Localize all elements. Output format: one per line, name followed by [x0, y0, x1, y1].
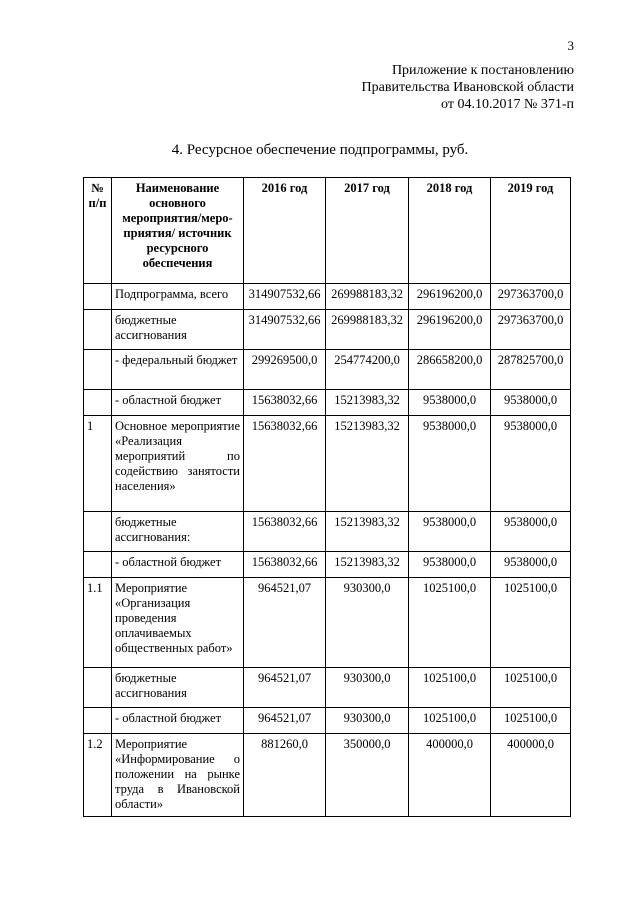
row-2016: 15638032,66 — [244, 390, 326, 416]
resource-table — [83, 177, 571, 817]
row-2018: 1025100,0 — [409, 578, 491, 668]
row-name: - областной бюджет — [112, 390, 244, 416]
row-2018: 296196200,0 — [409, 310, 491, 350]
document-header — [362, 62, 574, 113]
row-2019: 287825700,0 — [491, 350, 571, 390]
row-num — [84, 512, 112, 552]
row-2018: 9538000,0 — [409, 512, 491, 552]
table-row — [84, 310, 571, 350]
row-2016: 314907532,66 — [244, 310, 326, 350]
row-num: 1.1 — [84, 578, 112, 668]
table-row — [84, 552, 571, 578]
row-2018: 296196200,0 — [409, 284, 491, 310]
row-2016: 964521,07 — [244, 708, 326, 734]
row-2018: 1025100,0 — [409, 708, 491, 734]
row-num: 1 — [84, 416, 112, 512]
row-2017: 15213983,32 — [326, 390, 409, 416]
row-2019: 1025100,0 — [491, 668, 571, 708]
row-2018: 9538000,0 — [409, 390, 491, 416]
row-2016: 15638032,66 — [244, 416, 326, 512]
col-header-2016: 2016 год — [244, 178, 326, 284]
row-num: 1.2 — [84, 734, 112, 817]
row-2019: 297363700,0 — [491, 284, 571, 310]
row-name: бюджетные ассигнования — [112, 668, 244, 708]
row-2019: 9538000,0 — [491, 512, 571, 552]
row-name: Мероприятие «Информирование о положении на рынке труда в Ивановской области» — [112, 734, 244, 817]
row-name: - областной бюджет — [112, 552, 244, 578]
col-header-2019: 2019 год — [491, 178, 571, 284]
table-row — [84, 350, 571, 390]
row-2018: 286658200,0 — [409, 350, 491, 390]
col-header-num: № п/п — [84, 178, 112, 284]
row-name: - федеральный бюджет — [112, 350, 244, 390]
row-num — [84, 390, 112, 416]
row-2017: 350000,0 — [326, 734, 409, 817]
row-name: Мероприятие «Организация проведения оплачиваемых общественных работ» — [112, 578, 244, 668]
table-row — [84, 734, 571, 817]
row-2018: 9538000,0 — [409, 552, 491, 578]
row-2016: 299269500,0 — [244, 350, 326, 390]
row-2019: 1025100,0 — [491, 578, 571, 668]
row-2018: 9538000,0 — [409, 416, 491, 512]
row-2016: 15638032,66 — [244, 512, 326, 552]
row-name: бюджетные ассигнования: — [112, 512, 244, 552]
table-row — [84, 578, 571, 668]
row-2019: 400000,0 — [491, 734, 571, 817]
row-2016: 314907532,66 — [244, 284, 326, 310]
row-2017: 930300,0 — [326, 578, 409, 668]
row-num — [84, 310, 112, 350]
row-2019: 9538000,0 — [491, 390, 571, 416]
row-name: Основное мероприятие «Реализация мероприятий по содействию занятости населения» — [112, 416, 244, 512]
row-2017: 254774200,0 — [326, 350, 409, 390]
header-line-2: Правительства Ивановской области — [361, 80, 574, 95]
table-row — [84, 390, 571, 416]
row-2017: 15213983,32 — [326, 512, 409, 552]
table-header-row — [84, 178, 571, 284]
table-row — [84, 708, 571, 734]
col-header-2018: 2018 год — [409, 178, 491, 284]
row-name: Подпрограмма, всего — [112, 284, 244, 310]
row-2017: 269988183,32 — [326, 284, 409, 310]
row-2019: 297363700,0 — [491, 310, 571, 350]
section-title: 4. Ресурсное обеспечение подпрограммы, руб. — [171, 142, 469, 158]
row-2016: 964521,07 — [244, 578, 326, 668]
table-row — [84, 668, 571, 708]
row-2019: 9538000,0 — [491, 552, 571, 578]
row-2017: 15213983,32 — [326, 552, 409, 578]
row-2016: 15638032,66 — [244, 552, 326, 578]
row-num — [84, 284, 112, 310]
row-2019: 1025100,0 — [491, 708, 571, 734]
row-2018: 400000,0 — [409, 734, 491, 817]
header-line-1: Приложение к постановлению — [391, 63, 574, 78]
header-line-3: от 04.10.2017 № 371-п — [441, 97, 574, 112]
table-row — [84, 416, 571, 512]
row-2019: 9538000,0 — [491, 416, 571, 512]
row-2017: 930300,0 — [326, 708, 409, 734]
row-2016: 881260,0 — [244, 734, 326, 817]
row-num — [84, 708, 112, 734]
row-name: - областной бюджет — [112, 708, 244, 734]
table-row — [84, 284, 571, 310]
row-2017: 930300,0 — [326, 668, 409, 708]
row-2017: 15213983,32 — [326, 416, 409, 512]
page-number: 3 — [567, 38, 574, 53]
row-num — [84, 552, 112, 578]
row-2017: 269988183,32 — [326, 310, 409, 350]
col-header-name: Наименование основного мероприятия/меро-приятия/ источник ресурсного обеспечения — [112, 178, 244, 284]
row-2018: 1025100,0 — [409, 668, 491, 708]
col-header-2017: 2017 год — [326, 178, 409, 284]
row-num — [84, 668, 112, 708]
row-name: бюджетные ассигнования — [112, 310, 244, 350]
table-row — [84, 512, 571, 552]
row-2016: 964521,07 — [244, 668, 326, 708]
row-num — [84, 350, 112, 390]
